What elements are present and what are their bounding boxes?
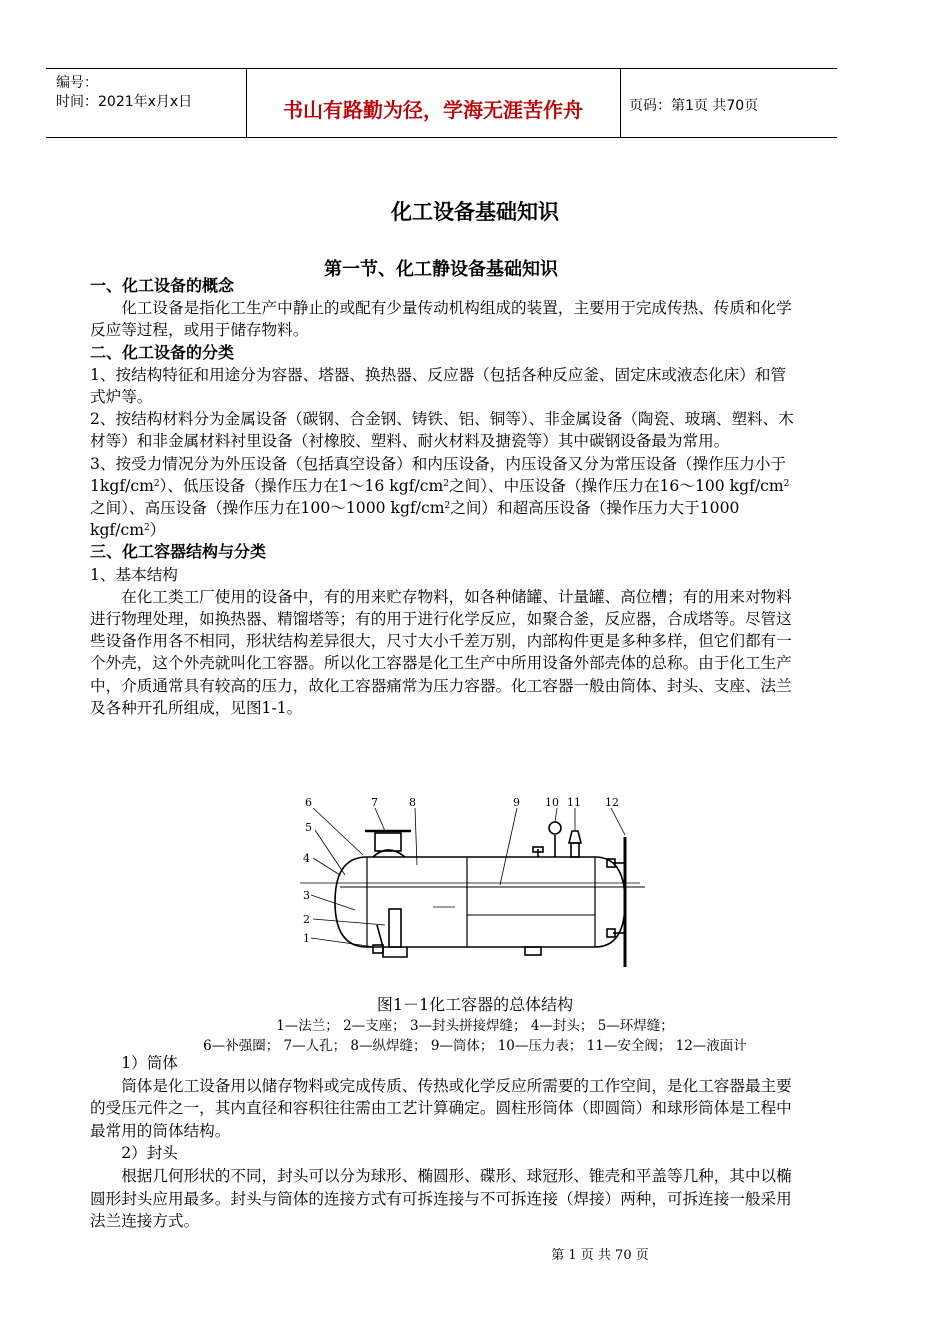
heading-classification: 二、化工设备的分类 xyxy=(90,342,235,362)
figure-caption: 图1－1化工容器的总体结构 xyxy=(376,995,574,1014)
paragraph-class-1: 1、按结构特征和用途分为容器、塔器、换热器、反应器（包括各种反应釜、固定床或液态化床）和管式炉等。 xyxy=(90,365,787,407)
fig-label-12: 12 xyxy=(605,796,619,809)
header-info-cell xyxy=(46,69,247,137)
fig-label-4: 4 xyxy=(303,852,310,865)
heading-concept: 一、化工设备的概念 xyxy=(90,276,235,295)
doc-title: 化工设备基础知识 xyxy=(391,200,559,224)
page-label: 页码：第1页 共70页 xyxy=(629,98,759,114)
paragraph-structure: 在化工类工厂使用的设备中，有的用来贮存物料，如各种储罐、计量罐、高位槽；有的用来对物料进行物理处理，如换热器、精馏塔等；有的用于进行化学反应，如聚合釜，反应器，合成塔等。尽管这些设备作用各不相同，形状结构差异很大，尺寸大小千差万别，内部构件更是多种多样，但它们都有一个外壳，这个外壳就叫化工容器。所以化工容器是化工生产中所用设备外部壳体的总称。由于化工生产中，介质通常具有较高的压力，故化工容器痛常为压力容器。化工容器一般由筒体、封头、支座、法兰及各种开孔所组成，见图1-1。 xyxy=(90,587,792,717)
fig-label-11: 11 xyxy=(567,796,581,809)
fig-label-2: 2 xyxy=(303,913,310,926)
fig-label-1: 1 xyxy=(303,932,310,945)
paragraph-class-3: 3、按受力情况分为外压设备（包括真空设备）和内压设备，内压设备又分为常压设备（操作压力小于$1kgf/cm^2$）、低压设备（操作压力在1～16 kgf/$cm^2$之间）、中压设备（操作压力在16～100 kgf/$cm^2$之间）、高压设备（操作压力在100～1000 kgf/$cm^2$之间）和超高压设备（操作压力大于1000 kgf/$cm^2$） xyxy=(90,454,790,540)
figure-legend-line2: 6—补强圈； 7—人孔； 8—纵焊缝； 9—筒体； 10—压力表； 11—安全阀； 12—液面计 xyxy=(203,1038,747,1054)
motto: 书山有路勤为径，学海无涯苦作舟 xyxy=(283,98,583,122)
heading-structure: 三、化工容器结构与分类 xyxy=(90,542,267,562)
time-label: 时间：2021年x月x日 xyxy=(56,94,193,110)
subheading-head: 2）封头 xyxy=(121,1144,178,1163)
fig-label-5: 5 xyxy=(305,821,312,834)
paragraph-class-2: 2、按结构材料分为金属设备（碳钢、合金钢、铸铁、铝、铜等）、非金属设备（陶瓷、玻璃、塑料、木材等）和非金属材料衬里设备（衬橡胶、塑料、耐火材料及搪瓷等）其中碳钢设备最为常用。 xyxy=(90,410,794,451)
header-motto-cell xyxy=(246,69,621,137)
paragraph-concept: 化工设备是指化工生产中静止的或配有少量传动机构组成的装置，主要用于完成传热、传质和化学反应等过程，或用于储存物料。 xyxy=(90,299,792,340)
page-header xyxy=(46,68,837,138)
number-label: 编号： xyxy=(56,75,98,91)
section-title: 第一节、化工静设备基础知识 xyxy=(324,259,558,280)
subheading-cylinder: 1）筒体 xyxy=(121,1054,178,1072)
body-text-upper xyxy=(90,275,795,719)
paragraph-head: 根据几何形状的不同，封头可以分为球形、椭圆形、碟形、球冠形、锥壳和平盖等几种，其中以椭圆形封头应用最多。封头与筒体的连接方式有可拆连接与不可拆连接（焊接）两种，可拆连接一般采用法兰连接方式。 xyxy=(90,1166,792,1231)
subheading-basic-structure: 1、基本结构 xyxy=(90,565,178,584)
paragraph-cylinder: 筒体是化工设备用以储存物料或完成传质、传热或化学反应所需要的工作空间，是化工容器最主要的受压元件之一，其内直径和容积往往需由工艺计算确定。圆柱形筒体（即圆筒）和球形筒体是工程中最常用的筒体结构。 xyxy=(90,1076,792,1140)
figure-legend-line1: 1—法兰； 2—支座； 3—封头拼接焊缝； 4—封头； 5—环焊缝； xyxy=(276,1018,674,1034)
fig-label-9: 9 xyxy=(513,796,520,809)
header-page-cell xyxy=(621,69,837,137)
fig-label-10: 10 xyxy=(545,796,559,809)
vessel-diagram xyxy=(295,795,655,985)
fig-label-7: 7 xyxy=(371,796,378,809)
fig-label-8: 8 xyxy=(409,796,416,809)
body-text-lower xyxy=(90,1052,795,1233)
fig-label-6: 6 xyxy=(305,796,312,809)
fig-label-3: 3 xyxy=(303,889,310,902)
page-footer: 第 1 页 共 70 页 xyxy=(551,1248,649,1263)
